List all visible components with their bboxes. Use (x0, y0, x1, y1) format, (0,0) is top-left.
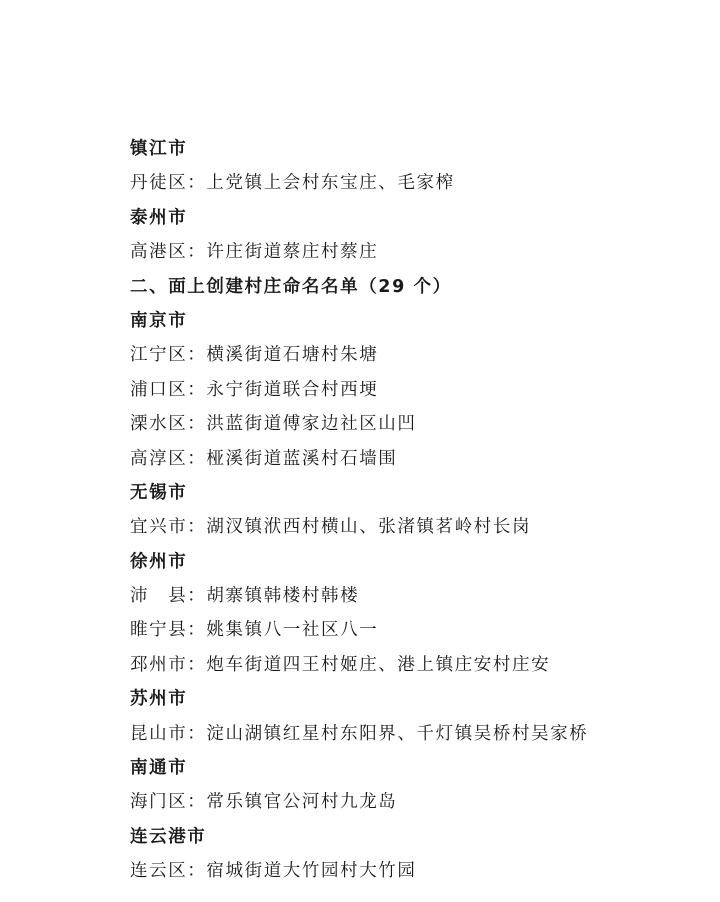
city-heading-zhenjiang: 镇江市 (130, 139, 188, 159)
list-item: 高港区：许庄街道蔡庄村蔡庄 (130, 242, 379, 263)
list-item: 溧水区：洪蓝街道傅家边社区山凹 (130, 414, 417, 435)
list-item: 昆山市：淀山湖镇红星村东阳界、千灯镇吴桥村吴家桥 (130, 723, 589, 744)
document-body (130, 132, 690, 889)
list-item: 宜兴市：湖汊镇洑西村横山、张渚镇茗岭村长岗 (130, 517, 532, 538)
list-item: 海门区：常乐镇官公河村九龙岛 (130, 792, 398, 813)
city-heading-nanjing: 南京市 (130, 310, 188, 331)
city-heading-xuzhou: 徐州市 (130, 551, 188, 572)
list-item: 高淳区：桠溪街道蓝溪村石墙围 (130, 448, 398, 469)
city-heading-suzhou: 苏州市 (130, 689, 188, 710)
city-heading-lianyungang: 连云港市 (130, 826, 207, 847)
city-heading-nantong: 南通市 (130, 758, 188, 779)
list-item: 邳州市：炮车街道四王村姬庄、港上镇庄安村庄安 (130, 654, 551, 675)
section-heading: 二、面上创建村庄命名名单（29 个） (130, 276, 452, 297)
city-heading-wuxi: 无锡市 (130, 482, 188, 503)
list-item: 丹徒区：上党镇上会村东宝庄、毛家榨 (130, 173, 455, 194)
list-item: 沛 县：胡寨镇韩楼村韩楼 (130, 586, 360, 607)
city-heading-taizhou: 泰州市 (130, 207, 188, 228)
list-item: 睢宁县：姚集镇八一社区八一 (130, 620, 379, 641)
list-item: 江宁区：横溪街道石塘村朱塘 (130, 345, 379, 366)
list-item: 连云区：宿城街道大竹园村大竹园 (130, 861, 417, 882)
list-item: 浦口区：永宁街道联合村西埂 (130, 379, 379, 400)
